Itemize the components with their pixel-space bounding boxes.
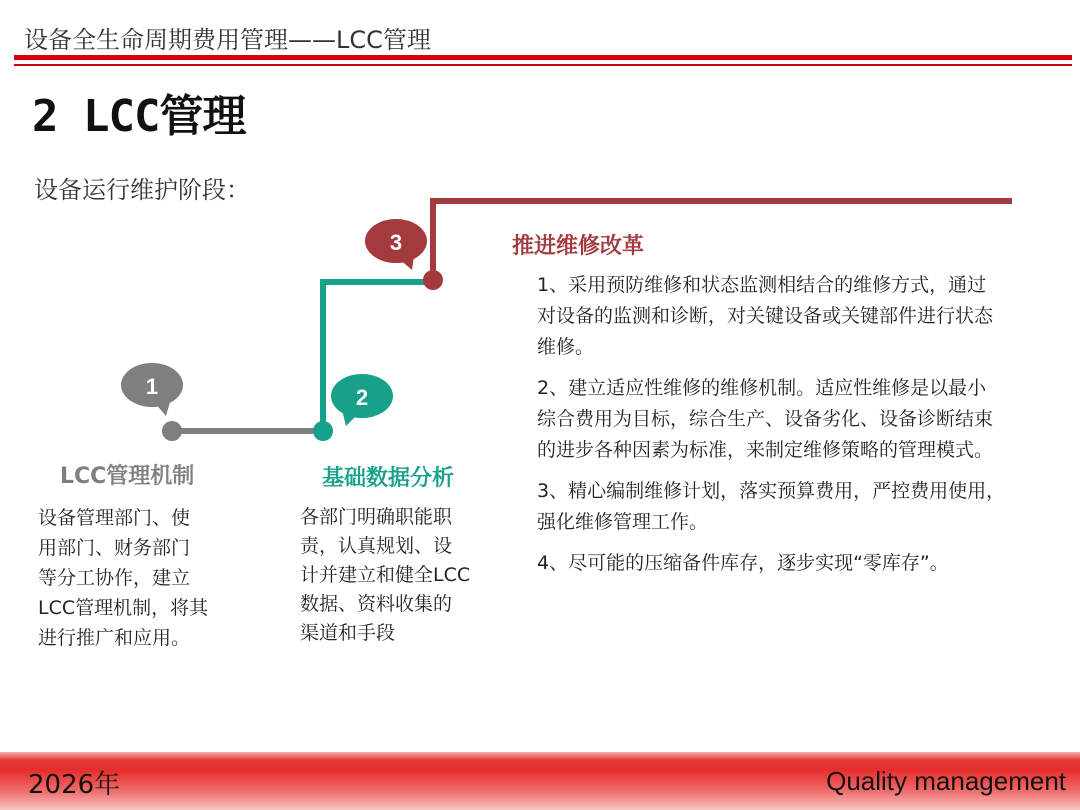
step-3-label: 推进维修改革 <box>512 234 645 259</box>
reform-line: 2、建立适应性维修的维修机制。适应性维修是以最小 <box>537 377 987 399</box>
reform-line: 对设备的监测和诊断，对关键设备或关键部件进行状态 <box>537 305 994 327</box>
reform-item <box>537 548 1052 579</box>
reform-line: 3、精心编制维修计划，落实预算费用，严控费用使用， <box>537 480 1006 502</box>
reform-line: 综合费用为目标，综合生产、设备劣化、设备诊断结束 <box>537 408 994 430</box>
step-1-line: 用部门、财务部门 <box>38 537 191 559</box>
step-2-line: 各部门明确职能职 <box>300 506 453 528</box>
step-2-badge <box>331 374 393 426</box>
footer-brand: Quality management <box>826 766 1066 796</box>
step-1-description <box>38 503 278 653</box>
step-1-badge <box>121 363 183 416</box>
reform-item <box>537 270 1052 363</box>
section-subtitle: 设备运行维护阶段： <box>34 176 250 204</box>
step-3-node <box>423 270 443 290</box>
reform-item <box>537 373 1052 466</box>
header-title: 设备全生命周期费用管理——LCC管理 <box>24 26 431 54</box>
step-1-line: LCC管理机制，将其 <box>38 597 209 619</box>
step-3-number: 3 <box>389 230 403 255</box>
step-1-line: 进行推广和应用。 <box>38 627 191 649</box>
reform-item <box>537 476 1052 538</box>
footer-year: 2026年 <box>28 770 121 800</box>
reform-line: 的进步各种因素为标准，来制定维修策略的管理模式。 <box>537 439 994 461</box>
step-2-line: 渠道和手段 <box>300 622 396 644</box>
step-3-badge <box>365 219 427 270</box>
reform-line: 1、采用预防维修和状态监测相结合的维修方式，通过 <box>537 274 987 296</box>
step-1-node <box>162 421 182 441</box>
reform-line: 维修。 <box>537 336 595 358</box>
step-2-line: 计并建立和健全LCC <box>300 564 471 586</box>
step-2-node <box>313 421 333 441</box>
reform-line: 强化维修管理工作。 <box>537 511 709 533</box>
step-1-number: 1 <box>145 374 159 399</box>
step-2-description <box>300 503 510 648</box>
reform-list <box>537 270 1052 589</box>
step-1-line: 设备管理部门、使 <box>38 507 191 529</box>
page-title: 2 LCC管理 <box>32 91 246 142</box>
step-2-label: 基础数据分析 <box>322 466 455 491</box>
step-2-number: 2 <box>355 385 369 410</box>
step-1-label: LCC管理机制 <box>60 464 195 489</box>
step-2-line: 责，认真规划、设 <box>300 535 453 557</box>
reform-line: 4、尽可能的压缩备件库存，逐步实现“零库存”。 <box>537 552 949 574</box>
step-1-line: 等分工协作，建立 <box>38 567 191 589</box>
step-2-line: 数据、资料收集的 <box>300 593 453 615</box>
